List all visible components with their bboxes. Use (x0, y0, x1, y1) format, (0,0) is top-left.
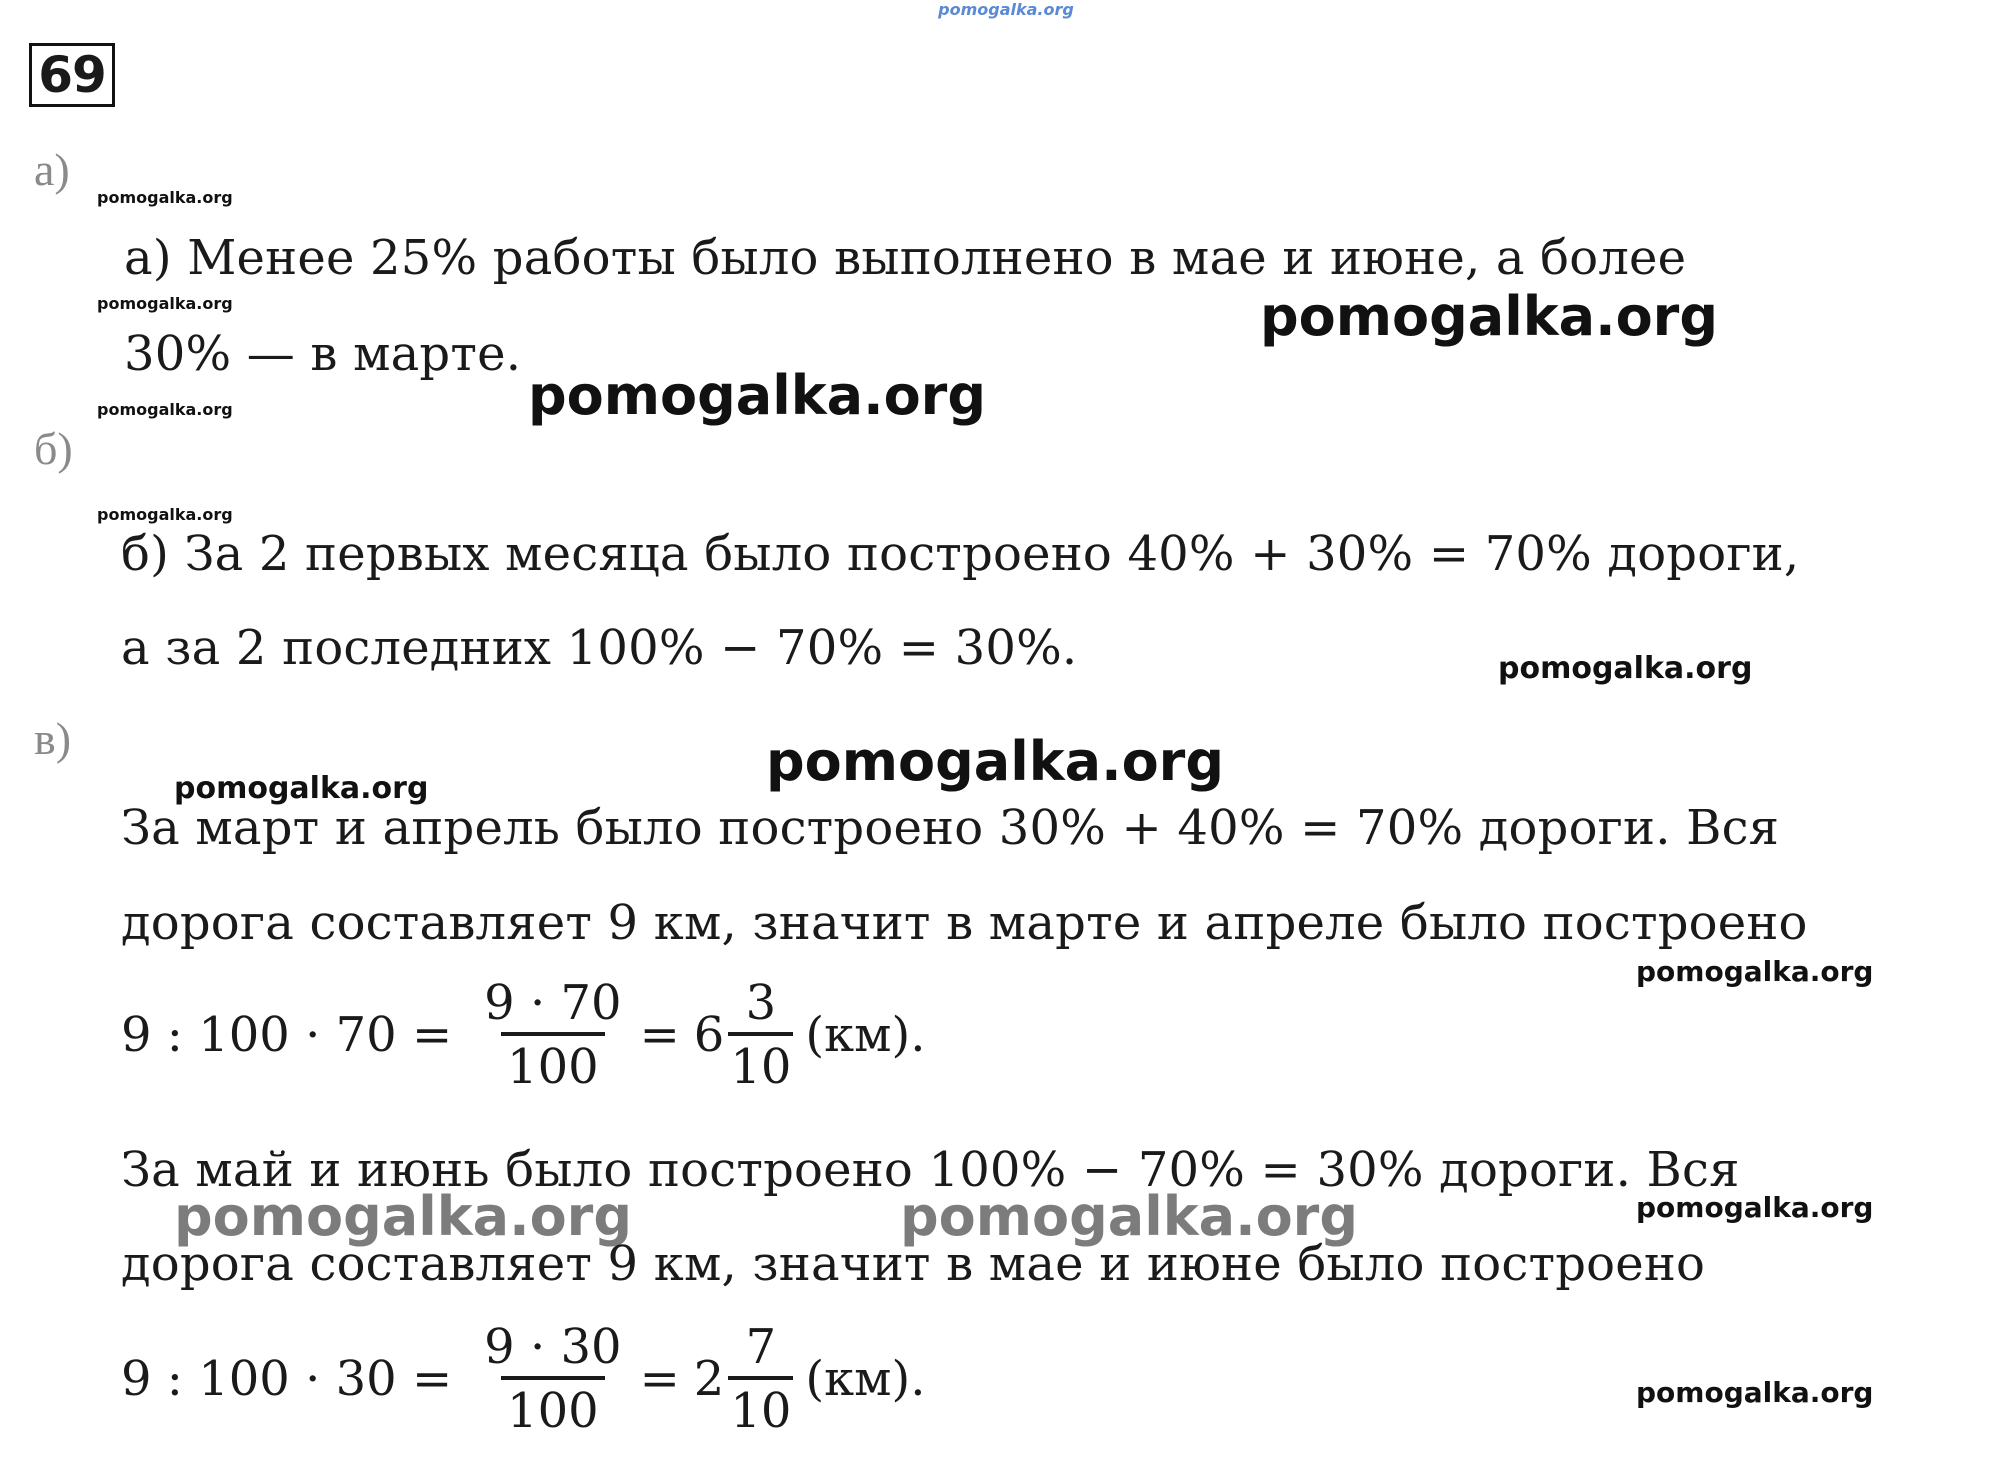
fraction-numerator: 9 · 70 (484, 975, 622, 1031)
formula-lhs: 9 : 100 · 70 = (121, 1007, 453, 1064)
part-c-line-1: За март и апрель было построено 30% + 40% = 70% дороги. Вся (121, 800, 1780, 856)
watermark: pomogalka.org (1498, 651, 1753, 686)
watermark: pomogalka.org (97, 505, 233, 524)
formula-unit: (км). (805, 1007, 926, 1064)
mixed-numerator: 7 (745, 1319, 777, 1375)
watermark: pomogalka.org (1260, 285, 1718, 348)
part-b-marker: б) (34, 423, 73, 474)
part-b-line-1: б) За 2 первых месяца было построено 40% + 30% = 70% дороги, (121, 526, 1800, 582)
mixed-fraction (728, 1319, 793, 1440)
fraction (478, 975, 627, 1096)
part-b-line-2: а за 2 последних 100% − 70% = 30%. (121, 620, 1078, 676)
part-c-line-4: дорога составляет 9 км, значит в мае и июне было построено (121, 1236, 1706, 1292)
watermark: pomogalka.org (1636, 1376, 1874, 1409)
fraction-numerator: 9 · 30 (484, 1319, 622, 1375)
formula-unit: (км). (805, 1351, 926, 1408)
mixed-whole: 2 (693, 1351, 725, 1408)
fraction-denominator: 100 (501, 1032, 605, 1092)
formula-march-april (121, 975, 926, 1096)
watermark: pomogalka.org (528, 364, 986, 427)
part-a-line-2: 30% — в марте. (124, 326, 522, 382)
watermark: pomogalka.org (900, 1185, 1358, 1248)
mixed-denominator: 10 (728, 1376, 793, 1436)
part-a-marker: а) (34, 144, 70, 195)
mixed-numerator: 3 (745, 975, 777, 1031)
problem-number-box: 69 (29, 43, 115, 107)
top-watermark: pomogalka.org (938, 0, 1074, 19)
part-c-line-2: дорога составляет 9 км, значит в марте и апреле было построено (121, 895, 1808, 951)
watermark: pomogalka.org (766, 730, 1224, 793)
formula-equals: = (639, 1007, 680, 1064)
formula-may-june (121, 1319, 926, 1440)
watermark: pomogalka.org (1636, 1191, 1874, 1224)
fraction (478, 1319, 627, 1440)
fraction-denominator: 100 (501, 1376, 605, 1436)
part-a-line-1: а) Менее 25% работы было выполнено в мае и июне, а более (124, 230, 1687, 286)
watermark: pomogalka.org (174, 1185, 632, 1248)
watermark: pomogalka.org (97, 188, 233, 207)
part-c-marker: в) (34, 713, 72, 764)
watermark: pomogalka.org (174, 771, 429, 806)
mixed-fraction (728, 975, 793, 1096)
formula-equals: = (639, 1351, 680, 1408)
watermark: pomogalka.org (97, 400, 233, 419)
mixed-denominator: 10 (728, 1032, 793, 1092)
part-c-line-3: За май и июнь было построено 100% − 70% = 30% дороги. Вся (121, 1142, 1740, 1198)
mixed-whole: 6 (693, 1007, 725, 1064)
watermark: pomogalka.org (97, 294, 233, 313)
formula-lhs: 9 : 100 · 30 = (121, 1351, 453, 1408)
watermark: pomogalka.org (1636, 955, 1874, 988)
